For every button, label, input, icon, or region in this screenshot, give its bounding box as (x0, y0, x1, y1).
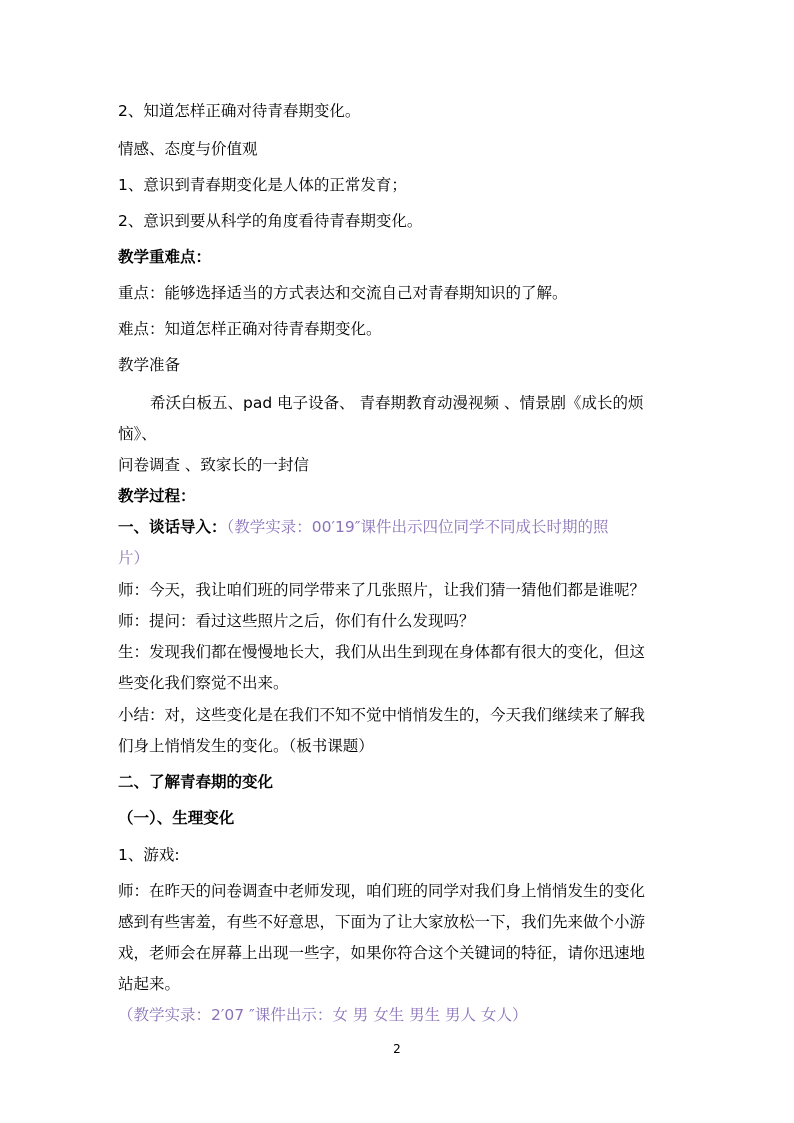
text-line: 们身上悄悄发生的变化。（板书课题） (118, 737, 374, 755)
text-line: 难点：知道怎样正确对待青春期变化。 (118, 320, 382, 338)
annotation-text: 片） (118, 549, 150, 567)
annotation-text: （教学实录：2′07 ″课件出示：女 男 女生 男生 男人 女人） (118, 1006, 528, 1024)
text-line: 希沃白板五、pad 电子设备、 青春期教育动漫视频 、情景剧《成长的烦 (150, 394, 644, 412)
text-line: 些变化我们察觉不出来。 (118, 674, 289, 692)
section-heading: （一）、生理变化 (118, 809, 235, 827)
text-line: 站起来。 (118, 975, 181, 993)
text-line: 戏，老师会在屏幕上出现一些字，如果你符合这个关键词的特征，请你迅速地 (118, 944, 646, 962)
text-line: 师：提问：看过这些照片之后，你们有什么发现吗？ (118, 612, 475, 630)
section-heading: 教学重难点： (118, 248, 212, 266)
text-line: 问卷调查 、致家长的一封信 (118, 456, 309, 474)
text-line: 1、游戏: (118, 846, 180, 864)
text-line: 生：发现我们都在慢慢地长大，我们从出生到现在身体都有很大的变化，但这 (118, 643, 646, 661)
text-line: 1、意识到青春期变化是人体的正常发育； (118, 176, 407, 194)
text-line: 小结：对，这些变化是在我们不知不觉中悄悄发生的，今天我们继续来了解我 (118, 706, 646, 724)
text-line: 2、知道怎样正确对待青春期变化。 (118, 102, 361, 120)
text-line: 师：今天，我让咱们班的同学带来了几张照片，让我们猜一猜他们都是谁呢？ (118, 581, 646, 599)
annotation-text: （教学实录：00′19″课件出示四位同学不同成长时期的照 (226, 518, 609, 536)
section-heading: 一、谈话导入： (118, 518, 227, 536)
section-heading: 情感、态度与价值观 (118, 140, 258, 158)
text-line: 重点：能够选择适当的方式表达和交流自己对青春期知识的了解。 (118, 284, 568, 302)
section-heading: 教学准备 (118, 356, 181, 374)
text-line: 恼》、 (118, 425, 157, 443)
text-line: 师：在昨天的问卷调查中老师发现，咱们班的同学对我们身上悄悄发生的变化 (118, 882, 646, 900)
text-line (118, 517, 609, 537)
section-heading: 教学过程： (118, 487, 196, 505)
text-line: 感到有些害羞，有些不好意思，下面为了让大家放松一下，我们先来做个小游 (118, 913, 646, 931)
text-line: 2、意识到要从科学的角度看待青春期变化。 (118, 212, 423, 230)
page-number: 2 (393, 1042, 401, 1056)
section-heading: 二、了解青春期的变化 (118, 773, 274, 791)
